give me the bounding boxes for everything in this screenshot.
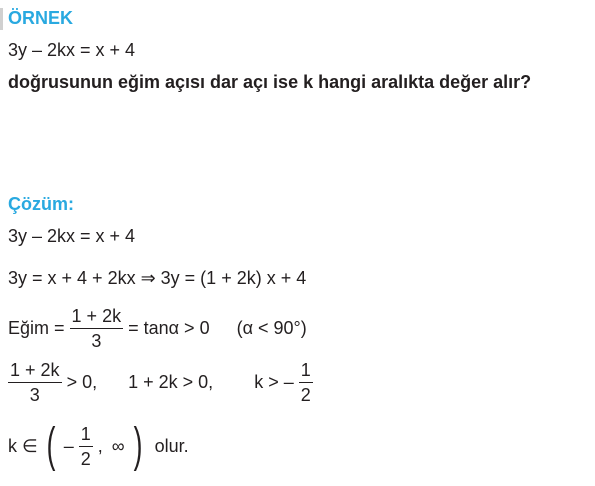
fraction-bar xyxy=(70,328,124,329)
half-fraction xyxy=(299,360,313,405)
fraction-numerator: 1 xyxy=(300,360,311,380)
fraction-bar xyxy=(299,382,313,383)
greater-than-zero: > 0, xyxy=(66,372,98,392)
fraction-numerator: 1 xyxy=(80,423,91,444)
solution-line-4 xyxy=(8,360,313,405)
example-equation: 3y – 2kx = x + 4 xyxy=(8,40,136,60)
example-heading: ÖRNEK xyxy=(8,8,74,28)
fraction-numerator: 1 + 2k xyxy=(71,306,122,326)
close-parenthesis: ) xyxy=(133,419,143,472)
solution-line-1: 3y – 2kx = x + 4 xyxy=(8,226,136,246)
inequality-fraction xyxy=(8,360,62,405)
result-suffix: olur. xyxy=(154,435,189,456)
numerator-inequality: 1 + 2k > 0, xyxy=(128,372,214,392)
fraction-denominator: 3 xyxy=(29,385,40,405)
tan-inequality: = tanα > 0 xyxy=(128,318,210,338)
margin-bar xyxy=(0,8,3,30)
minus-sign: – xyxy=(63,435,74,456)
solution-line-5 xyxy=(8,419,189,472)
slope-fraction xyxy=(70,306,124,351)
fraction-denominator: 3 xyxy=(91,331,102,351)
angle-condition: (α < 90°) xyxy=(236,318,307,338)
k-element-of: k ∈ xyxy=(8,435,38,456)
solution-line-3 xyxy=(8,306,307,351)
open-parenthesis: ( xyxy=(46,419,56,472)
infinity-symbol: ∞ xyxy=(111,435,125,456)
interval-comma: , xyxy=(97,435,103,456)
fraction-denominator: 2 xyxy=(80,448,91,469)
fraction-bar xyxy=(8,382,62,383)
solution-heading: Çözüm: xyxy=(8,194,74,214)
slope-label: Eğim = xyxy=(8,318,65,338)
interval-fraction xyxy=(79,424,93,469)
example-question: doğrusunun eğim açısı dar açı ise k hangi aralıkta değer alır? xyxy=(8,72,532,92)
fraction-denominator: 2 xyxy=(300,385,311,405)
fraction-numerator: 1 + 2k xyxy=(10,360,60,380)
solution-line-2: 3y = x + 4 + 2kx ⇒ 3y = (1 + 2k) x + 4 xyxy=(8,268,307,288)
k-inequality: k > – xyxy=(254,372,294,392)
fraction-bar xyxy=(79,446,93,447)
